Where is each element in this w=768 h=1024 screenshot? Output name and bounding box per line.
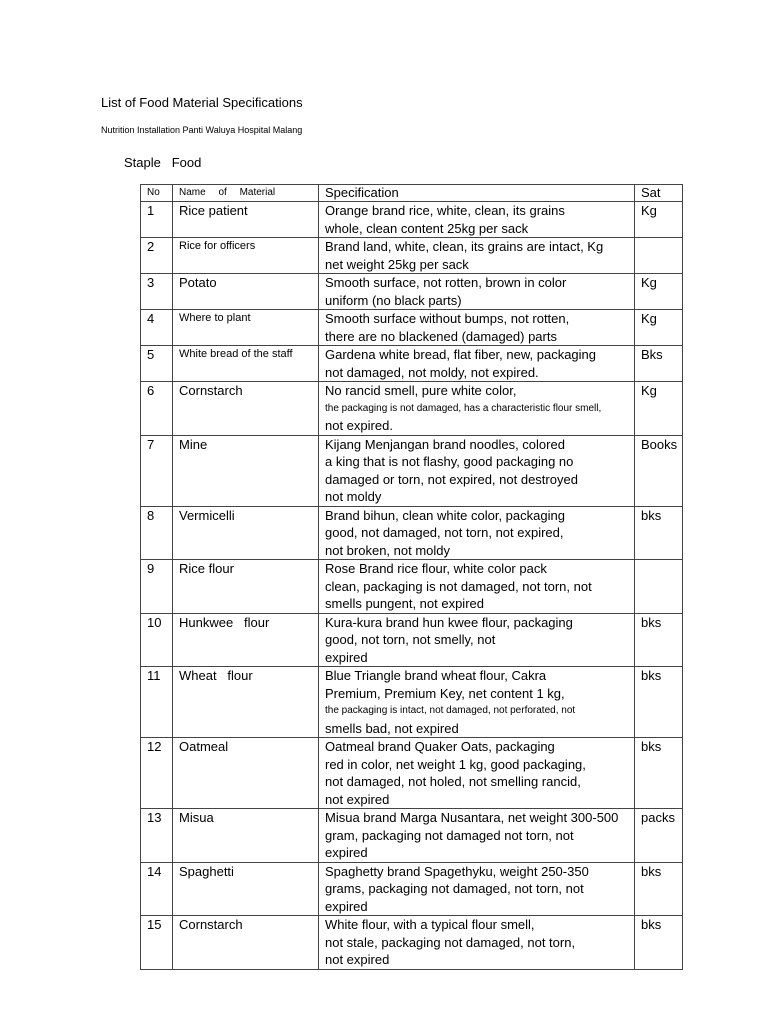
specification-line: clean, packaging is not damaged, not torn, not <box>325 578 592 594</box>
specification-line: whole, clean content 25kg per sack <box>325 220 529 236</box>
row-number: 13 <box>141 809 173 863</box>
specification-line: Brand bihun, clean white color, packaging <box>325 507 565 523</box>
unit-cell: bks <box>635 506 683 560</box>
specification-line: grams, packaging not damaged, not torn, not <box>325 881 584 896</box>
document-title: List of Food Material Specifications <box>101 95 303 110</box>
unit-cell <box>635 560 683 614</box>
specification-cell <box>319 667 635 738</box>
specification-line: No rancid smell, pure white color, <box>325 383 517 398</box>
specification-line: not stale, packaging not damaged, not torn, <box>325 934 576 950</box>
unit-cell: Kg <box>635 274 683 310</box>
unit-cell: Kg <box>635 310 683 346</box>
material-name: Rice for officers <box>173 238 319 274</box>
specification-line: not damaged, not holed, not smelling rancid, <box>325 774 581 789</box>
table-row <box>141 560 683 614</box>
table-row <box>141 202 683 238</box>
specification-line: not expired. <box>325 418 393 433</box>
table-row <box>141 809 683 863</box>
material-name: White bread of the staff <box>173 346 319 382</box>
specification-line: Misua brand Marga Nusantara, net weight 300-500 <box>325 810 619 825</box>
material-name: Spaghetti <box>173 862 319 916</box>
table-row <box>141 346 683 382</box>
specification-line: Gardena white bread, flat fiber, new, packaging <box>325 347 597 362</box>
specification-line: there are no blackened (damaged) parts <box>325 328 557 344</box>
specification-line: not damaged, not moldy, not expired. <box>325 364 539 380</box>
unit-cell: Bks <box>635 346 683 382</box>
row-number: 10 <box>141 613 173 667</box>
specification-line: smells pungent, not expired <box>325 596 484 611</box>
specification-line: red in color, net weight 1 kg, good packaging, <box>325 756 586 772</box>
unit-cell: Kg <box>635 202 683 238</box>
header-sat: Sat <box>635 185 683 202</box>
specification-cell <box>319 916 635 970</box>
specification-line: good, not torn, not smelly, not <box>325 632 496 647</box>
specification-line: Brand land, white, clean, its grains are intact, Kg <box>325 239 604 254</box>
material-name: Rice flour <box>173 560 319 614</box>
section-heading: Staple Food <box>124 155 202 170</box>
row-number: 3 <box>141 274 173 310</box>
header-specification: Specification <box>319 185 635 202</box>
specification-line: expired <box>325 898 368 914</box>
row-number: 14 <box>141 862 173 916</box>
unit-cell: bks <box>635 667 683 738</box>
row-number: 7 <box>141 435 173 506</box>
specification-cell <box>319 382 635 436</box>
material-name: Vermicelli <box>173 506 319 560</box>
specification-line: gram, packaging not damaged not torn, not <box>325 827 574 843</box>
specification-line: Blue Triangle brand wheat flour, Cakra <box>325 668 547 683</box>
table-row <box>141 916 683 970</box>
specification-line: expired <box>325 845 368 860</box>
row-number: 4 <box>141 310 173 346</box>
table-row <box>141 238 683 274</box>
specification-cell <box>319 238 635 274</box>
specification-cell <box>319 202 635 238</box>
specification-line: net weight 25kg per sack <box>325 256 469 272</box>
specification-cell <box>319 346 635 382</box>
specification-line: Kura-kura brand hun kwee flour, packaging <box>325 614 573 630</box>
specification-line: the packaging is not damaged, has a characteristic flour smell, <box>325 402 602 414</box>
specification-line: Smooth surface without bumps, not rotten, <box>325 311 570 326</box>
specification-line: not expired <box>325 952 390 967</box>
document-subtitle: Nutrition Installation Panti Waluya Hospital Malang <box>101 125 303 135</box>
specification-cell <box>319 435 635 506</box>
specification-cell <box>319 506 635 560</box>
unit-cell: Kg <box>635 382 683 436</box>
unit-cell: bks <box>635 738 683 809</box>
specification-cell <box>319 310 635 346</box>
table-body <box>141 202 683 970</box>
specification-line: a king that is not flashy, good packaging no <box>325 454 574 469</box>
material-name: Wheat flour <box>173 667 319 738</box>
specification-line: damaged or torn, not expired, not destroyed <box>325 471 578 487</box>
specification-line: Rose Brand rice flour, white color pack <box>325 561 547 576</box>
row-number: 8 <box>141 506 173 560</box>
material-name: Misua <box>173 809 319 863</box>
material-name: Rice patient <box>173 202 319 238</box>
specification-line: smells bad, not expired <box>325 720 459 736</box>
material-name: Cornstarch <box>173 382 319 436</box>
row-number: 6 <box>141 382 173 436</box>
specification-cell <box>319 613 635 667</box>
specification-line: Oatmeal brand Quaker Oats, packaging <box>325 739 555 754</box>
specification-line: Spaghetty brand Spagethyku, weight 250-350 <box>325 863 589 879</box>
table-row <box>141 435 683 506</box>
material-name: Potato <box>173 274 319 310</box>
specification-table <box>140 184 683 970</box>
unit-cell: bks <box>635 613 683 667</box>
specification-line: expired <box>325 649 368 665</box>
unit-cell: packs <box>635 809 683 863</box>
specification-line: Premium, Premium Key, net content 1 kg, <box>325 685 565 701</box>
row-number: 1 <box>141 202 173 238</box>
material-name: Cornstarch <box>173 916 319 970</box>
specification-line: the packaging is intact, not damaged, not perforated, not <box>325 705 576 716</box>
row-number: 11 <box>141 667 173 738</box>
unit-cell: bks <box>635 862 683 916</box>
table-row <box>141 667 683 738</box>
table-row <box>141 738 683 809</box>
specification-line: uniform (no black parts) <box>325 292 462 308</box>
table-row <box>141 613 683 667</box>
table-row <box>141 382 683 436</box>
specification-line: Kijang Menjangan brand noodles, colored <box>325 436 565 452</box>
row-number: 12 <box>141 738 173 809</box>
header-no: No <box>141 185 173 202</box>
specification-cell <box>319 809 635 863</box>
specification-line: not broken, not moldy <box>325 542 451 558</box>
unit-cell: bks <box>635 916 683 970</box>
specification-cell <box>319 274 635 310</box>
row-number: 9 <box>141 560 173 614</box>
material-name: Hunkwee flour <box>173 613 319 667</box>
unit-cell <box>635 238 683 274</box>
unit-cell: Books <box>635 435 683 506</box>
specification-line: good, not damaged, not torn, not expired, <box>325 525 564 540</box>
table-row <box>141 506 683 560</box>
table-row <box>141 310 683 346</box>
material-name: Where to plant <box>173 310 319 346</box>
row-number: 2 <box>141 238 173 274</box>
table-row <box>141 274 683 310</box>
header-name: Name of Material <box>173 185 319 202</box>
specification-line: not moldy <box>325 489 382 504</box>
row-number: 5 <box>141 346 173 382</box>
material-name: Oatmeal <box>173 738 319 809</box>
specification-cell <box>319 560 635 614</box>
specification-cell <box>319 738 635 809</box>
table-header-row <box>141 185 683 202</box>
specification-cell <box>319 862 635 916</box>
material-name: Mine <box>173 435 319 506</box>
specification-line: Orange brand rice, white, clean, its grains <box>325 203 565 218</box>
table-row <box>141 862 683 916</box>
row-number: 15 <box>141 916 173 970</box>
specification-line: Smooth surface, not rotten, brown in color <box>325 275 567 290</box>
specification-line: not expired <box>325 791 390 807</box>
specification-line: White flour, with a typical flour smell, <box>325 917 535 932</box>
